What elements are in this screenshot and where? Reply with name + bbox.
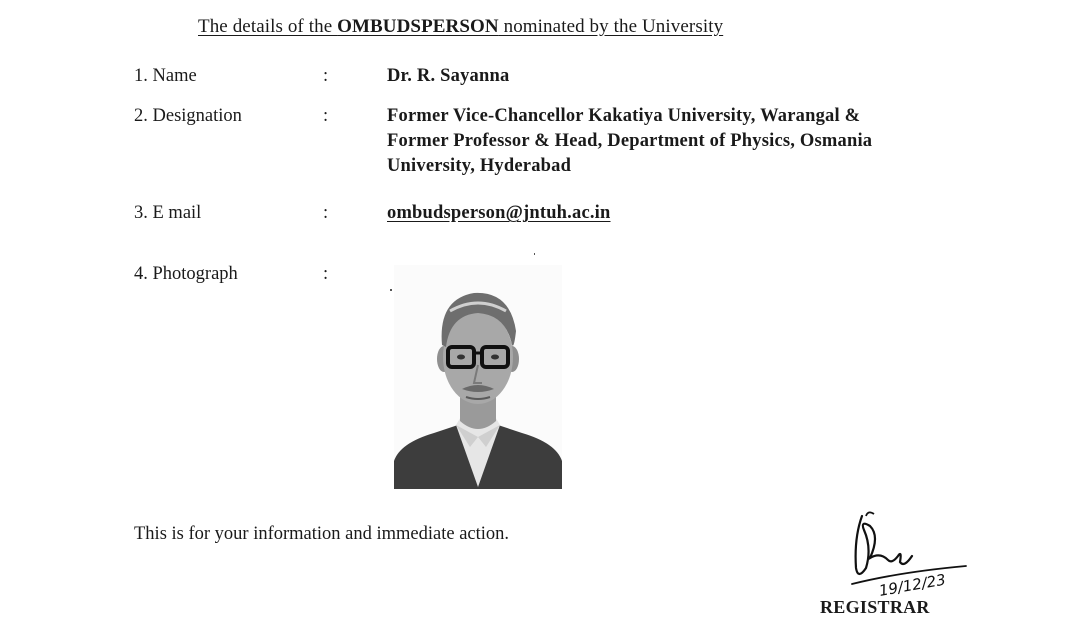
name-label: 1. Name [134, 66, 197, 86]
document-heading [198, 16, 723, 38]
scan-speck [390, 289, 392, 291]
signature-date: 19/12/23 [877, 570, 948, 600]
photograph-label: 4. Photograph [134, 264, 238, 284]
information-note: This is for your information and immediate action. [134, 524, 510, 544]
designation-line: Former Vice-Chancellor Kakatiya University, Warangal & [387, 106, 861, 126]
signatory-title: REGISTRAR [820, 597, 930, 617]
designation-label: 2. Designation [134, 106, 242, 126]
heading-prefix: The details of the [198, 16, 338, 37]
designation-colon: : [323, 106, 329, 126]
designation-line: Former Professor & Head, Department of Physics, Osmania [387, 131, 873, 151]
name-value: Dr. R. Sayanna [387, 66, 510, 86]
photograph-colon: : [323, 264, 329, 284]
heading-suffix: nominated by the University [498, 16, 724, 37]
email-colon: : [323, 203, 329, 223]
email-link[interactable]: ombudsperson@jntuh.ac.in [387, 203, 611, 223]
scan-speck [534, 253, 535, 255]
registrar-signature-icon [840, 508, 980, 600]
portrait-photo-icon [394, 265, 562, 489]
designation-value [387, 104, 872, 179]
heading-emphasis: OMBUDSPERSON [337, 16, 499, 37]
portrait-photo [394, 265, 562, 489]
name-colon: : [323, 66, 329, 86]
email-label: 3. E mail [134, 203, 202, 223]
designation-line: University, Hyderabad [387, 156, 572, 176]
